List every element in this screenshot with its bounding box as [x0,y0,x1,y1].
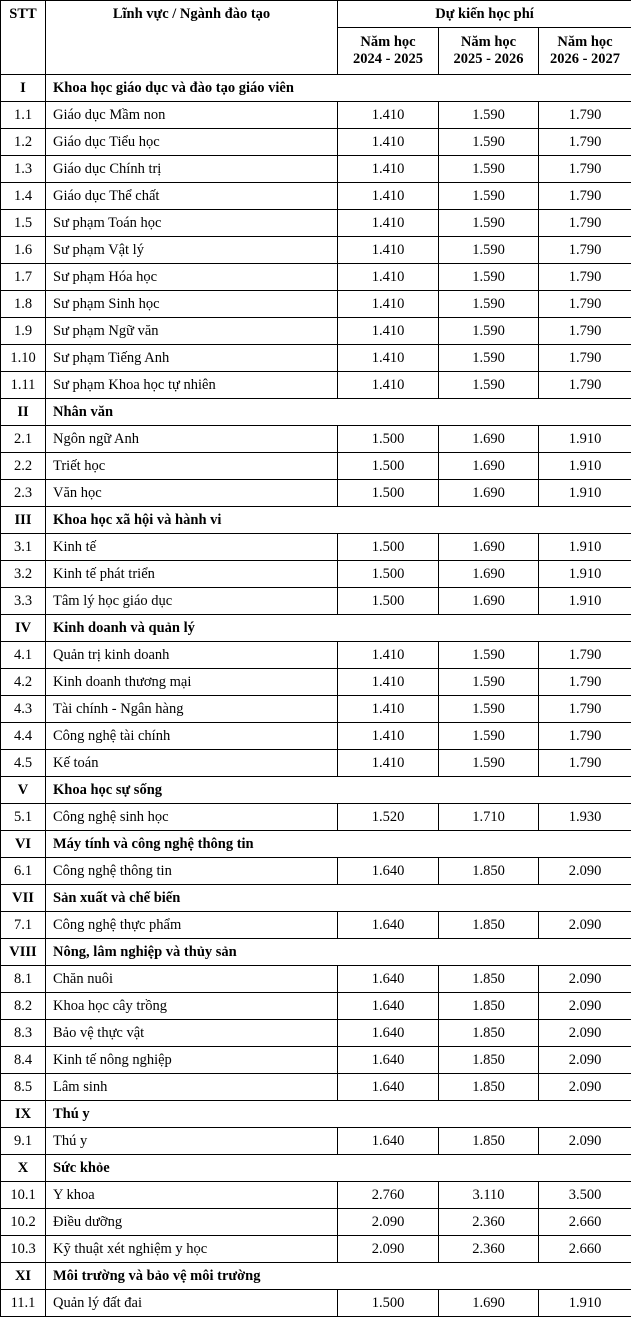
row-number: 1.5 [1,210,46,237]
fee-2025-2026: 1.590 [439,750,539,777]
program-name: Giáo dục Chính trị [46,156,338,183]
program-name: Ngôn ngữ Anh [46,426,338,453]
fee-2026-2027: 1.790 [539,345,631,372]
fee-2026-2027: 1.790 [539,318,631,345]
table-row [1,723,631,750]
program-name: Tài chính - Ngân hàng [46,696,338,723]
section-title: Nhân văn [46,399,631,426]
fee-2026-2027: 2.090 [539,993,631,1020]
year-header-label: Năm học [460,34,517,50]
program-name: Công nghệ tài chính [46,723,338,750]
row-number: 4.5 [1,750,46,777]
row-number: 1.3 [1,156,46,183]
fee-2026-2027: 2.090 [539,1020,631,1047]
fee-2024-2025: 1.410 [338,102,439,129]
fee-2025-2026: 1.590 [439,237,539,264]
fee-2025-2026: 1.590 [439,642,539,669]
fee-2025-2026: 1.690 [439,480,539,507]
fee-2026-2027: 2.090 [539,1047,631,1074]
row-number: 1.8 [1,291,46,318]
fee-2024-2025: 1.410 [338,345,439,372]
section-row [1,1155,631,1182]
section-row [1,777,631,804]
program-name: Thú y [46,1128,338,1155]
program-name: Tâm lý học giáo dục [46,588,338,615]
table-row [1,1290,631,1317]
program-name: Sư phạm Toán học [46,210,338,237]
section-title: Thú y [46,1101,631,1128]
row-number: 2.2 [1,453,46,480]
table-row [1,534,631,561]
program-name: Sư phạm Vật lý [46,237,338,264]
fee-2026-2027: 1.910 [539,561,631,588]
row-number: 3.1 [1,534,46,561]
fee-2026-2027: 1.790 [539,129,631,156]
fee-2025-2026: 1.850 [439,966,539,993]
fee-2024-2025: 1.410 [338,183,439,210]
fee-2026-2027: 2.090 [539,912,631,939]
section-row [1,75,631,102]
table-row [1,372,631,399]
row-number: 8.3 [1,1020,46,1047]
fee-2024-2025: 1.410 [338,210,439,237]
row-number: 1.9 [1,318,46,345]
table-row [1,1074,631,1101]
program-name: Sư phạm Sinh học [46,291,338,318]
program-name: Công nghệ thông tin [46,858,338,885]
section-title: Sức khỏe [46,1155,631,1182]
fee-2024-2025: 1.640 [338,1128,439,1155]
fee-2024-2025: 1.500 [338,588,439,615]
table-row [1,453,631,480]
row-number: 4.4 [1,723,46,750]
table-row [1,669,631,696]
fee-2025-2026: 1.850 [439,993,539,1020]
fee-2025-2026: 2.360 [439,1236,539,1263]
table-row [1,561,631,588]
program-name: Giáo dục Thể chất [46,183,338,210]
row-number: 7.1 [1,912,46,939]
year-header-range: 2026 - 2027 [549,51,621,67]
fee-2024-2025: 1.410 [338,237,439,264]
section-number: VII [1,885,46,912]
fee-2025-2026: 1.690 [439,453,539,480]
section-title: Máy tính và công nghệ thông tin [46,831,631,858]
fee-2024-2025: 1.410 [338,318,439,345]
section-number: X [1,1155,46,1182]
row-number: 2.3 [1,480,46,507]
row-number: 1.11 [1,372,46,399]
fee-2026-2027: 1.790 [539,183,631,210]
fee-2025-2026: 1.590 [439,102,539,129]
table-row [1,1209,631,1236]
year-header-2025 [439,28,539,75]
table-row [1,804,631,831]
year-header-2024 [338,28,439,75]
fee-2024-2025: 1.500 [338,1290,439,1317]
table-row [1,1236,631,1263]
row-number: 11.1 [1,1290,46,1317]
fee-2026-2027: 1.790 [539,210,631,237]
fee-2024-2025: 2.090 [338,1236,439,1263]
fee-2026-2027: 2.090 [539,1074,631,1101]
row-number: 1.2 [1,129,46,156]
row-number: 5.1 [1,804,46,831]
row-number: 4.2 [1,669,46,696]
section-title: Khoa học giáo dục và đào tạo giáo viên [46,75,631,102]
fee-2026-2027: 2.090 [539,858,631,885]
table-row [1,183,631,210]
program-name: Triết học [46,453,338,480]
year-header-range: 2024 - 2025 [352,51,424,67]
program-name: Giáo dục Mầm non [46,102,338,129]
row-number: 1.6 [1,237,46,264]
program-name: Quản trị kinh doanh [46,642,338,669]
program-name: Khoa học cây trồng [46,993,338,1020]
program-name: Công nghệ sinh học [46,804,338,831]
fee-2026-2027: 1.790 [539,750,631,777]
fee-2026-2027: 1.910 [539,426,631,453]
field-header: Lĩnh vực / Ngành đào tạo [46,1,338,75]
fee-2025-2026: 1.850 [439,1074,539,1101]
fee-2024-2025: 2.090 [338,1209,439,1236]
section-title: Kinh doanh và quản lý [46,615,631,642]
fee-2025-2026: 1.590 [439,156,539,183]
table-row [1,642,631,669]
fee-2026-2027: 2.090 [539,966,631,993]
fee-2026-2027: 1.790 [539,723,631,750]
section-number: VIII [1,939,46,966]
fee-2025-2026: 1.690 [439,588,539,615]
row-number: 8.5 [1,1074,46,1101]
fee-2026-2027: 1.910 [539,453,631,480]
fee-2024-2025: 1.410 [338,291,439,318]
fee-2024-2025: 1.410 [338,156,439,183]
fee-2025-2026: 1.850 [439,1020,539,1047]
fee-2026-2027: 1.910 [539,1290,631,1317]
fee-2026-2027: 1.790 [539,669,631,696]
fee-2025-2026: 1.590 [439,129,539,156]
section-number: III [1,507,46,534]
table-row [1,1128,631,1155]
section-number: V [1,777,46,804]
section-row [1,885,631,912]
section-row [1,1101,631,1128]
fee-2024-2025: 2.760 [338,1182,439,1209]
fee-2025-2026: 1.850 [439,1047,539,1074]
section-title: Môi trường và bảo vệ môi trường [46,1263,631,1290]
row-number: 8.2 [1,993,46,1020]
fee-2026-2027: 1.790 [539,264,631,291]
fee-2026-2027: 2.660 [539,1236,631,1263]
fee-2025-2026: 1.590 [439,291,539,318]
table-row [1,264,631,291]
section-number: II [1,399,46,426]
section-number: IV [1,615,46,642]
row-number: 9.1 [1,1128,46,1155]
table-row [1,237,631,264]
table-header [1,1,631,75]
row-number: 1.10 [1,345,46,372]
fee-2026-2027: 1.790 [539,237,631,264]
fee-2026-2027: 1.790 [539,291,631,318]
fee-2026-2027: 2.090 [539,1128,631,1155]
fee-2025-2026: 1.590 [439,669,539,696]
section-row [1,399,631,426]
fee-2025-2026: 1.590 [439,264,539,291]
program-name: Sư phạm Hóa học [46,264,338,291]
year-header-label: Năm học [360,34,416,50]
section-row [1,939,631,966]
program-name: Công nghệ thực phẩm [46,912,338,939]
fee-2025-2026: 1.850 [439,858,539,885]
section-title: Sản xuất và chế biến [46,885,631,912]
table-row [1,129,631,156]
section-title: Khoa học xã hội và hành vi [46,507,631,534]
table-row [1,291,631,318]
row-number: 3.3 [1,588,46,615]
table-row [1,993,631,1020]
row-number: 8.4 [1,1047,46,1074]
section-number: XI [1,1263,46,1290]
table-row [1,426,631,453]
table-row [1,210,631,237]
fee-2024-2025: 1.640 [338,858,439,885]
table-row [1,318,631,345]
year-header-2026 [539,28,631,75]
fee-2026-2027: 1.790 [539,696,631,723]
program-name: Kế toán [46,750,338,777]
row-number: 3.2 [1,561,46,588]
program-name: Sư phạm Tiếng Anh [46,345,338,372]
section-row [1,615,631,642]
table-row [1,480,631,507]
program-name: Kỹ thuật xét nghiệm y học [46,1236,338,1263]
row-number: 1.7 [1,264,46,291]
table-row [1,1182,631,1209]
fee-2024-2025: 1.500 [338,480,439,507]
fee-2024-2025: 1.500 [338,561,439,588]
fee-2024-2025: 1.410 [338,696,439,723]
fee-2025-2026: 1.590 [439,183,539,210]
table-row [1,696,631,723]
fee-2024-2025: 1.640 [338,1020,439,1047]
fee-2025-2026: 1.690 [439,534,539,561]
table-row [1,345,631,372]
row-number: 10.2 [1,1209,46,1236]
fee-2026-2027: 2.660 [539,1209,631,1236]
table-row [1,750,631,777]
fee-2025-2026: 3.110 [439,1182,539,1209]
program-name: Kinh tế [46,534,338,561]
program-name: Kinh tế nông nghiệp [46,1047,338,1074]
fee-2024-2025: 1.410 [338,129,439,156]
fee-2024-2025: 1.410 [338,669,439,696]
fee-2024-2025: 1.520 [338,804,439,831]
program-name: Y khoa [46,1182,338,1209]
section-number: I [1,75,46,102]
fee-2025-2026: 1.690 [439,561,539,588]
fee-2025-2026: 1.710 [439,804,539,831]
program-name: Quản lý đất đai [46,1290,338,1317]
fee-2024-2025: 1.410 [338,642,439,669]
fee-group-header: Dự kiến học phí [338,1,631,28]
fee-2026-2027: 1.930 [539,804,631,831]
section-title: Khoa học sự sống [46,777,631,804]
fee-2024-2025: 1.500 [338,453,439,480]
section-row [1,507,631,534]
section-row [1,831,631,858]
row-number: 1.4 [1,183,46,210]
row-number: 10.1 [1,1182,46,1209]
table-row [1,966,631,993]
fee-2024-2025: 1.640 [338,993,439,1020]
fee-2025-2026: 1.590 [439,345,539,372]
program-name: Bảo vệ thực vật [46,1020,338,1047]
row-number: 1.1 [1,102,46,129]
fee-2024-2025: 1.410 [338,264,439,291]
program-name: Lâm sinh [46,1074,338,1101]
fee-2026-2027: 1.790 [539,642,631,669]
fee-2025-2026: 2.360 [439,1209,539,1236]
row-number: 8.1 [1,966,46,993]
fee-2025-2026: 1.590 [439,210,539,237]
fee-2024-2025: 1.640 [338,912,439,939]
table-row [1,858,631,885]
table-row [1,102,631,129]
fee-2025-2026: 1.690 [439,1290,539,1317]
table-body [1,75,631,1317]
fee-2026-2027: 3.500 [539,1182,631,1209]
fee-2024-2025: 1.640 [338,966,439,993]
table-row [1,156,631,183]
fee-2025-2026: 1.590 [439,723,539,750]
row-number: 10.3 [1,1236,46,1263]
row-number: 6.1 [1,858,46,885]
program-name: Văn học [46,480,338,507]
fee-2025-2026: 1.690 [439,426,539,453]
program-name: Điều dưỡng [46,1209,338,1236]
fee-2024-2025: 1.410 [338,372,439,399]
fee-2024-2025: 1.410 [338,750,439,777]
fee-2024-2025: 1.410 [338,723,439,750]
fee-2026-2027: 1.790 [539,156,631,183]
fee-2025-2026: 1.590 [439,696,539,723]
stt-header: STT [1,1,46,75]
row-number: 4.3 [1,696,46,723]
fee-2024-2025: 1.500 [338,534,439,561]
program-name: Kinh tế phát triển [46,561,338,588]
year-header-range: 2025 - 2026 [453,51,524,67]
fee-2025-2026: 1.850 [439,1128,539,1155]
section-title: Nông, lâm nghiệp và thủy sản [46,939,631,966]
year-header-label: Năm học [557,34,613,50]
fee-2025-2026: 1.850 [439,912,539,939]
fee-2026-2027: 1.790 [539,372,631,399]
fee-2026-2027: 1.910 [539,534,631,561]
table-row [1,588,631,615]
fee-2026-2027: 1.790 [539,102,631,129]
fee-2025-2026: 1.590 [439,372,539,399]
section-number: VI [1,831,46,858]
fee-2026-2027: 1.910 [539,588,631,615]
program-name: Kinh doanh thương mại [46,669,338,696]
row-number: 2.1 [1,426,46,453]
fee-2026-2027: 1.910 [539,480,631,507]
program-name: Chăn nuôi [46,966,338,993]
table-row [1,1047,631,1074]
table-row [1,1020,631,1047]
program-name: Giáo dục Tiểu học [46,129,338,156]
program-name: Sư phạm Khoa học tự nhiên [46,372,338,399]
fee-2025-2026: 1.590 [439,318,539,345]
program-name: Sư phạm Ngữ văn [46,318,338,345]
section-row [1,1263,631,1290]
fee-2024-2025: 1.640 [338,1074,439,1101]
section-number: IX [1,1101,46,1128]
fee-2024-2025: 1.640 [338,1047,439,1074]
row-number: 4.1 [1,642,46,669]
table-row [1,912,631,939]
fee-2024-2025: 1.500 [338,426,439,453]
